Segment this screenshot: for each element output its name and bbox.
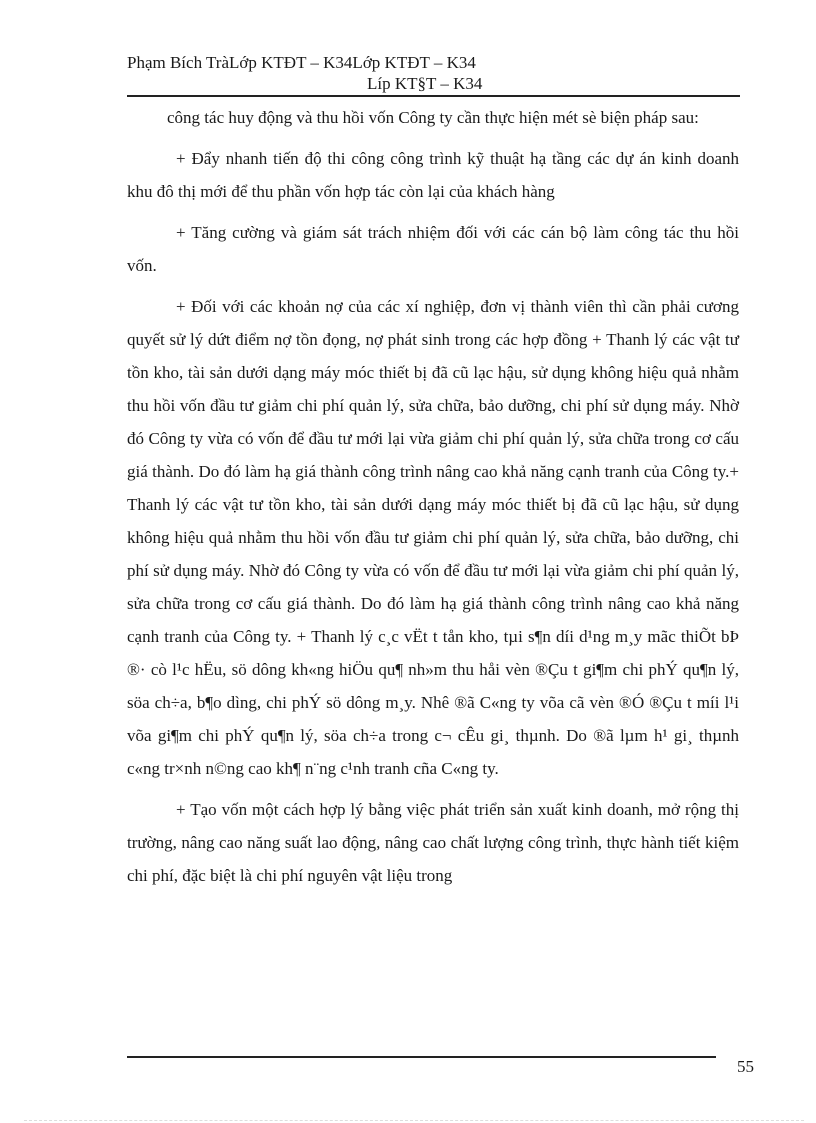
paragraph-bullet: + Tạo vốn một cách hợp lý bằng việc phát triển sản xuất kinh doanh, mở rộng thị trường, nâng cao năng suất lao động, nâng cao chất lượng công trình, thực hành tiết kiệm chi phí, đặc biệt là chi phí nguyên vật liệu trong: [127, 800, 739, 885]
page-header: [127, 52, 739, 94]
document-body: [127, 101, 739, 900]
header-line-2: Líp KT§T – K34: [367, 74, 483, 93]
paragraph-bullet: + Đẩy nhanh tiến độ thi công công trình kỹ thuật hạ tầng các dự án kinh doanh khu đô thị mới để thu phần vốn hợp tác còn lại của khách hàng: [127, 149, 739, 201]
page-edge-divider: [24, 1120, 804, 1121]
paragraph-bullet: + Tăng cường và giám sát trách nhiệm đối với các cán bộ làm công tác thu hồi vốn.: [127, 223, 739, 275]
paragraph-bullet: + Đối với các khoản nợ của các xí nghiệp, đơn vị thành viên thì cần phải cương quyết sử lý dứt điểm nợ tồn đọng, nợ phát sinh trong các hợp đồng + Thanh lý các vật tư tồn kho, tài sản dưới dạng máy móc thiết bị đã cũ lạc hậu, sử dụng không hiệu quả nhằm thu hồi vốn đầu tư giảm chi phí quản lý, sửa chữa, bảo dưỡng, chi phí sử dụng máy. Nhờ đó Công ty vừa có vốn để đầu tư mới lại vừa giảm chi phí quản lý, sửa chữa trong cơ cấu giá thành. Do đó làm hạ giá thành công trình nâng cao khả năng cạnh tranh của Công ty.+ Thanh lý các vật tư tồn kho, tài sản dưới dạng máy móc thiết bị đã cũ lạc hậu, sử dụng không hiệu quả nhằm thu hồi vốn đầu tư giảm chi phí quản lý, sửa chữa, bảo dưỡng, chi phí sử dụng máy. Nhờ đó Công ty vừa có vốn để đầu tư mới lại vừa giảm chi phí quản lý, sửa chữa trong cơ cấu giá thành. Do đó làm hạ giá thành công trình nâng cao khả năng cạnh tranh của Công ty. + Thanh lý c¸c vËt t tån kho, tµi s¶n díi d¹ng m¸y mãc thiÕt bÞ ®· cò l¹c hËu, sö dông kh«ng hiÖu qu¶ nh»m thu håi vèn ®Çu t gi¶m chi phÝ qu¶n lý, söa ch÷a, b¶o dìng, chi phÝ sö dông m¸y. Nhê ®ã C«ng ty võa cã vèn ®Ó ®Çu t míi l¹i võa gi¶m chi phÝ qu¶n lý, söa ch÷a trong c¬ cÊu gi¸ thµnh. Do ®ã lµm h¹ gi¸ thµnh c«ng tr×nh n©ng cao kh¶ n¨ng c¹nh tranh cña C«ng ty.: [127, 297, 739, 778]
header-line-1: Phạm Bích TràLớp KTĐT – K34Lớp KTĐT – K34: [127, 53, 476, 72]
footer-rule: [127, 1056, 716, 1058]
paragraph-continuation: công tác huy động và thu hồi vốn Công ty cần thực hiện mét sè biện pháp sau:: [167, 108, 699, 127]
header-rule: [127, 95, 740, 97]
page-number: 55: [737, 1057, 754, 1076]
